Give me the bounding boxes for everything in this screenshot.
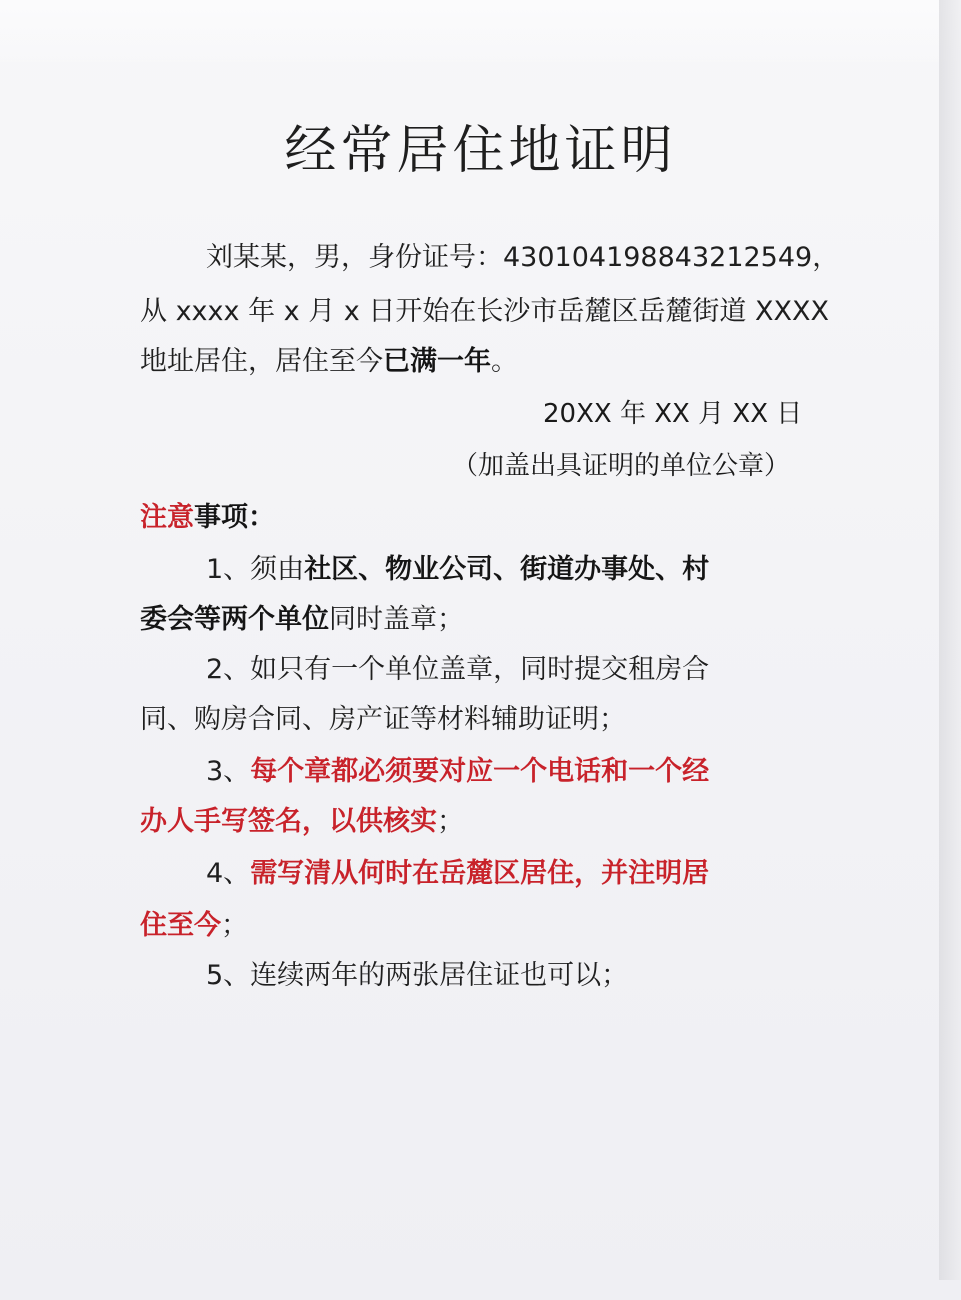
note-item-4-num: 4、 — [206, 858, 251, 889]
note-item-3-red-2: 办人手写签名，以供核实 — [140, 806, 437, 837]
body-line-3-text: 地址居住，居住至今 — [140, 346, 383, 377]
paper-edge — [939, 0, 961, 1280]
note-item-3-line-1 — [206, 750, 709, 794]
note-item-3-line-2 — [140, 800, 464, 844]
note-item-1-line-2 — [140, 598, 464, 642]
paper-top-glare — [0, 0, 961, 70]
note-item-4-red-2: 住至今 — [140, 910, 221, 941]
note-item-1-num: 1、须由 — [206, 554, 305, 585]
note-item-4-line-1 — [206, 852, 709, 896]
body-line-3 — [140, 340, 518, 384]
date-line: 20XX 年 XX 月 XX 日 — [543, 399, 803, 429]
note-item-1-tail: 同时盖章； — [329, 604, 464, 635]
note-item-1-line-1 — [206, 548, 709, 592]
note-item-2-line-1: 2、如只有一个单位盖章，同时提交租房合 — [206, 654, 710, 685]
body-line-3-emphasis: 已满一年 — [383, 346, 491, 377]
note-item-4-red-1: 需写清从何时在岳麓区居住，并注明居 — [250, 858, 710, 889]
note-item-3-tail: ； — [437, 806, 464, 837]
body-line-1: 刘某某，男，身份证号：430104198843212549， — [206, 242, 840, 273]
notes-heading-red: 注意 — [140, 502, 194, 533]
note-item-3-num: 3、 — [206, 756, 251, 787]
body-line-2: 从 xxxx 年 x 月 x 日开始在长沙市岳麓区岳麓街道 XXXX — [140, 296, 829, 327]
notes-heading — [140, 496, 275, 540]
seal-note: （加盖出具证明的单位公章） — [452, 451, 791, 481]
note-item-2-line-2: 同、购房合同、房产证等材料辅助证明； — [140, 704, 626, 735]
note-item-4-tail: ； — [221, 910, 248, 941]
document-title: 经常居住地证明 — [284, 121, 677, 181]
note-item-4-line-2 — [140, 904, 248, 948]
body-line-3-period: 。 — [491, 346, 518, 377]
note-item-1-bold-1: 社区、物业公司、街道办事处、村 — [304, 554, 710, 585]
note-item-5: 5、连续两年的两张居住证也可以； — [206, 960, 629, 991]
note-item-1-bold-2: 委会等两个单位 — [140, 604, 329, 635]
notes-heading-black: 事项： — [194, 502, 275, 533]
note-item-3-red-1: 每个章都必须要对应一个电话和一个经 — [250, 756, 710, 787]
